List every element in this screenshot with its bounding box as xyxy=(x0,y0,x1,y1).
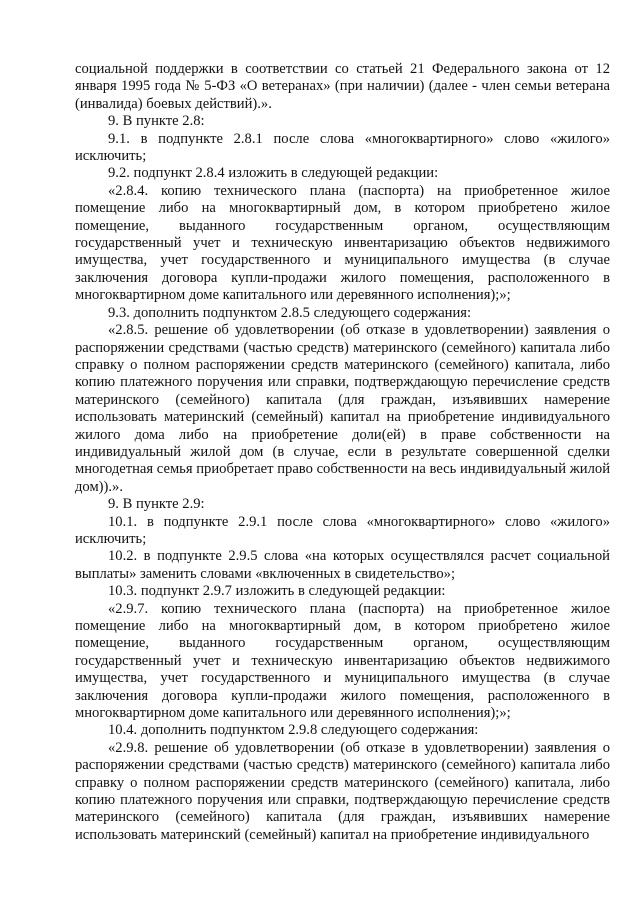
paragraph-item-9-point-2-9: 9. В пункте 2.9: xyxy=(108,496,205,513)
paragraph-item-10-4: 10.4. дополнить подпунктом 2.9.8 следующего содержания: xyxy=(108,722,479,739)
paragraph-item-10-3: 10.3. подпункт 2.9.7 изложить в следующей редакции: xyxy=(108,583,446,600)
paragraph-continuation: социальной поддержки в соответствии со статьей 21 Федерального закона от 12 января 1995 года № 5-ФЗ «О ветеранах» (при наличии) (далее - член семьи ветерана (инвалида) боевых действий).». xyxy=(75,61,610,112)
paragraph-quote-2-8-4: «2.8.4. копию технического плана (паспорта) на приобретенное жилое помещение либо на многоквартирный дом, в котором приобретено жилое помещение, выданного государственным органом, осуществляющим государственный учет и техническую инвентаризацию объектов недвижимого имущества, учет государственного и муниципального имущества (в случае заключения договора купли-продажи жилого помещения, расположенного в многоквартирном доме капитального или деревянного исполнения);»; xyxy=(75,182,610,304)
paragraph-item-9-3: 9.3. дополнить подпунктом 2.8.5 следующего содержания: xyxy=(108,304,472,321)
paragraph-item-10-1: 10.1. в подпункте 2.9.1 после слова «многоквартирного» слово «жилого» исключить; xyxy=(75,513,610,547)
paragraph-item-10-2: 10.2. в подпункте 2.9.5 слова «на которых осуществлялся расчет социальной выплаты» заменить словами «включенных в свидетельство»; xyxy=(75,548,610,582)
paragraph-item-9-1: 9.1. в подпункте 2.8.1 после слова «многоквартирного» слово «жилого» исключить; xyxy=(75,130,610,165)
paragraph-item-9: 9. В пункте 2.8: xyxy=(108,113,205,130)
paragraph-item-9-2: 9.2. подпункт 2.8.4 изложить в следующей редакции: xyxy=(108,165,439,182)
paragraph-quote-2-9-7: «2.9.7. копию технического плана (паспорта) на приобретенное жилое помещение либо на многоквартирный дом, в котором приобретено жилое помещение, выданного государственным органом, осуществляющим государственный учет и техническую инвентаризацию объектов недвижимого имущества, учет государственного и муниципального имущества (в случае заключения договора купли-продажи жилого помещения, расположенного в многоквартирном доме капитального или деревянного исполнения);»; xyxy=(75,600,610,722)
paragraph-quote-2-9-8: «2.9.8. решение об удовлетворении (об отказе в удовлетворении) заявления о распоряжении средствами (частью средств) материнского (семейного) капитала либо справку о полном распоряжении средств материнского (семейного) капитала, либо копию платежного поручения или справки, подтверждающую перечисление средств материнского (семейного) капитала (для граждан, изъявивших намерение использовать материнский (семейный) капитал на приобретение индивидуального xyxy=(75,739,610,843)
document-page xyxy=(75,61,610,844)
paragraph-quote-2-8-5: «2.8.5. решение об удовлетворении (об отказе в удовлетворении) заявления о распоряжении средствами (частью средств) материнского (семейного) капитала либо справку о полном распоряжении средств материнского (семейного) капитала, либо копию платежного поручения или справки, подтверждающую перечисление средств материнского (семейного) капитала (для граждан, изъявивших намерение использовать материнский (семейный) капитал на приобретение индивидуального жилого дома либо на приобретение доли(ей) в праве собственности на индивидуальный жилой дом (в случае, если в результате совершенной сделки многодетная семья приобретает право собственности на весь индивидуальный жилой дом)).». xyxy=(75,322,610,495)
